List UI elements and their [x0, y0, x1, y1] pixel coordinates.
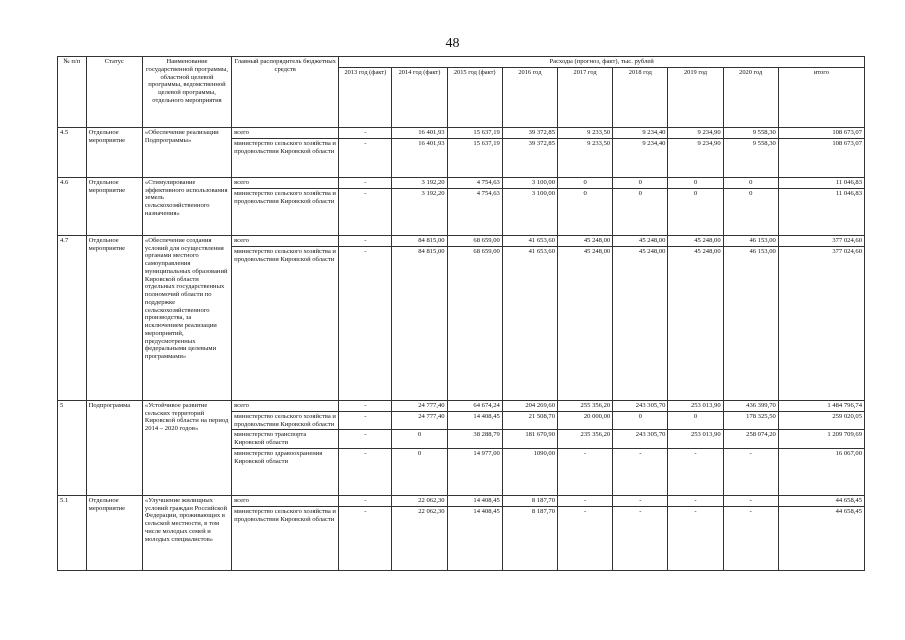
row-program-name: «Улучшение жилищных условий граждан Российской Федерации, проживающих в сельской местности, в том числе молодых семей и молодых специалистов» — [142, 495, 231, 570]
expense-cell: - — [339, 411, 392, 430]
expense-cell: 9 233,50 — [558, 127, 613, 138]
expense-cell: - — [723, 495, 778, 506]
expense-cell: 45 248,00 — [558, 235, 613, 246]
budget-table — [57, 56, 865, 571]
col-num-header: № п/п — [58, 57, 87, 128]
expense-cell: 46 153,00 — [723, 246, 778, 400]
expense-cell: 3 192,20 — [392, 177, 447, 188]
row-number: 4.6 — [58, 177, 87, 235]
expense-cell: 8 187,70 — [502, 495, 557, 506]
expense-cell: 0 — [613, 177, 668, 188]
expense-cell: - — [339, 430, 392, 449]
expense-cell: 0 — [668, 177, 723, 188]
expense-cell: 9 234,90 — [668, 127, 723, 138]
row-status: Отдельное мероприятие — [86, 127, 142, 177]
expense-cell: 46 153,00 — [723, 235, 778, 246]
table-row — [58, 495, 865, 506]
year-header: 2020 год — [723, 67, 778, 127]
expense-cell: 1090,00 — [502, 448, 557, 495]
table-row — [58, 235, 865, 246]
expense-cell: 68 659,00 — [447, 246, 502, 400]
expense-cell: 3 100,00 — [502, 177, 557, 188]
expense-cell: 3 100,00 — [502, 188, 557, 235]
expense-cell: 14 408,45 — [447, 506, 502, 570]
expense-cell: - — [339, 506, 392, 570]
expense-cell: 41 653,60 — [502, 235, 557, 246]
expense-cell: 108 673,07 — [778, 127, 864, 138]
row-funding-source: министерство здравоохранения Кировской области — [232, 448, 339, 495]
expense-cell: 204 269,60 — [502, 400, 557, 411]
expense-cell: 8 187,70 — [502, 506, 557, 570]
expense-cell: 11 046,83 — [778, 188, 864, 235]
expense-cell: - — [613, 448, 668, 495]
expense-cell: 0 — [613, 411, 668, 430]
expense-cell: - — [558, 448, 613, 495]
expense-cell: 14 977,00 — [447, 448, 502, 495]
expense-cell: 0 — [558, 188, 613, 235]
expense-cell: 0 — [558, 177, 613, 188]
expense-cell: - — [613, 506, 668, 570]
expense-cell: - — [558, 506, 613, 570]
expense-cell: - — [339, 448, 392, 495]
expense-cell: - — [339, 246, 392, 400]
expense-cell: 0 — [392, 448, 447, 495]
row-funding-source: всего — [232, 400, 339, 411]
row-number: 4.5 — [58, 127, 87, 177]
table-row — [58, 127, 865, 138]
expense-cell: 1 209 709,69 — [778, 430, 864, 449]
expense-cell: 108 673,07 — [778, 138, 864, 177]
expense-cell: 45 248,00 — [558, 246, 613, 400]
row-funding-source: министерство сельского хозяйства и продовольствия Кировской области — [232, 246, 339, 400]
expense-cell: 9 234,40 — [613, 127, 668, 138]
expense-cell: 181 670,90 — [502, 430, 557, 449]
year-header: итого — [778, 67, 864, 127]
expense-cell: 44 658,45 — [778, 495, 864, 506]
expense-cell: - — [668, 495, 723, 506]
expense-cell: 16 067,00 — [778, 448, 864, 495]
table-header — [58, 57, 865, 128]
row-funding-source: всего — [232, 495, 339, 506]
table-row — [58, 177, 865, 188]
expense-cell: 1 484 796,74 — [778, 400, 864, 411]
year-header: 2019 год — [668, 67, 723, 127]
expense-cell: - — [339, 138, 392, 177]
expense-cell: 4 754,63 — [447, 188, 502, 235]
col-distributor-header: Главный распорядитель бюджетных средств — [232, 57, 339, 128]
expense-cell: - — [339, 177, 392, 188]
expense-cell: 9 233,50 — [558, 138, 613, 177]
row-program-name: «Стимулирование эффективного использования земель сельскохозяйственного назначения» — [142, 177, 231, 235]
expense-cell: 24 777,40 — [392, 400, 447, 411]
row-status: Отдельное мероприятие — [86, 177, 142, 235]
expense-cell: 15 637,19 — [447, 138, 502, 177]
row-funding-source: министерство сельского хозяйства и продовольствия Кировской области — [232, 411, 339, 430]
expense-cell: - — [339, 235, 392, 246]
row-status: Отдельное мероприятие — [86, 495, 142, 570]
expense-cell: - — [558, 495, 613, 506]
row-program-name: «Устойчивое развитие сельских территорий Кировской области на период 2014 – 2020 годов» — [142, 400, 231, 495]
expense-cell: 9 234,40 — [613, 138, 668, 177]
expense-cell: 243 305,70 — [613, 430, 668, 449]
expense-cell: 436 399,70 — [723, 400, 778, 411]
row-funding-source: министерство транспорта Кировской области — [232, 430, 339, 449]
expense-cell: 45 248,00 — [613, 235, 668, 246]
row-number: 4.7 — [58, 235, 87, 400]
expense-cell: 0 — [668, 411, 723, 430]
table-body — [58, 127, 865, 570]
expense-cell: 45 248,00 — [668, 235, 723, 246]
row-funding-source: министерство сельского хозяйства и продовольствия Кировской области — [232, 188, 339, 235]
row-status: Отдельное мероприятие — [86, 235, 142, 400]
expense-cell: 64 674,24 — [447, 400, 502, 411]
expense-cell: 377 024,60 — [778, 246, 864, 400]
row-program-name: «Обеспечение создания условий для осуществления органами местного самоуправления муниципальных образований Кировской области отдельных государственных полномочий области по поддержке сельскохозяйственного производства, за исключением реализации мероприятий, предусмотренных федеральными целевыми программами» — [142, 235, 231, 400]
expense-cell: - — [339, 127, 392, 138]
col-expenses-header: Расходы (прогноз, факт), тыс. рублей — [339, 57, 865, 68]
table-row — [58, 400, 865, 411]
expense-cell: 253 013,90 — [668, 400, 723, 411]
expense-cell: 235 356,20 — [558, 430, 613, 449]
expense-cell: 84 815,00 — [392, 246, 447, 400]
expense-cell: 14 408,45 — [447, 495, 502, 506]
year-header: 2014 год (факт) — [392, 67, 447, 127]
expense-cell: 4 754,63 — [447, 177, 502, 188]
expense-cell: - — [339, 400, 392, 411]
expense-cell: 21 508,70 — [502, 411, 557, 430]
expense-cell: 9 558,30 — [723, 127, 778, 138]
expense-cell: 259 020,05 — [778, 411, 864, 430]
row-program-name: «Обеспечение реализации Подпрограммы» — [142, 127, 231, 177]
year-header: 2017 год — [558, 67, 613, 127]
page-number: 48 — [445, 36, 460, 51]
row-funding-source: всего — [232, 177, 339, 188]
expense-cell: - — [668, 448, 723, 495]
year-header: 2018 год — [613, 67, 668, 127]
expense-cell: 22 062,30 — [392, 506, 447, 570]
expense-cell: 0 — [723, 188, 778, 235]
expense-cell: 0 — [613, 188, 668, 235]
expense-cell: - — [723, 506, 778, 570]
expense-cell: 16 401,93 — [392, 138, 447, 177]
expense-cell: 44 658,45 — [778, 506, 864, 570]
expense-cell: 15 637,19 — [447, 127, 502, 138]
expense-cell: 84 815,00 — [392, 235, 447, 246]
expense-cell: - — [668, 506, 723, 570]
expense-cell: 16 401,93 — [392, 127, 447, 138]
row-number: 5.1 — [58, 495, 87, 570]
expense-cell: 9 558,30 — [723, 138, 778, 177]
expense-cell: - — [339, 495, 392, 506]
expense-cell: 0 — [723, 177, 778, 188]
expense-cell: 39 372,85 — [502, 127, 557, 138]
year-header: 2013 год (факт) — [339, 67, 392, 127]
expense-cell: 45 248,00 — [668, 246, 723, 400]
row-funding-source: всего — [232, 235, 339, 246]
year-header: 2015 год (факт) — [447, 67, 502, 127]
expense-cell: 0 — [668, 188, 723, 235]
expense-cell: 24 777,40 — [392, 411, 447, 430]
expense-cell: 178 325,50 — [723, 411, 778, 430]
expense-cell: 22 062,30 — [392, 495, 447, 506]
expense-cell: - — [613, 495, 668, 506]
expense-cell: - — [339, 188, 392, 235]
row-status: Подпрограмма — [86, 400, 142, 495]
row-funding-source: министерство сельского хозяйства и продовольствия Кировской области — [232, 138, 339, 177]
row-number: 5 — [58, 400, 87, 495]
col-status-header: Статус — [86, 57, 142, 128]
row-funding-source: всего — [232, 127, 339, 138]
row-funding-source: министерство сельского хозяйства и продовольствия Кировской области — [232, 506, 339, 570]
expense-cell: 39 372,85 — [502, 138, 557, 177]
expense-cell: 45 248,00 — [613, 246, 668, 400]
expense-cell: 9 234,90 — [668, 138, 723, 177]
expense-cell: 255 356,20 — [558, 400, 613, 411]
expense-cell: 258 074,20 — [723, 430, 778, 449]
expense-cell: 11 046,83 — [778, 177, 864, 188]
expense-cell: 377 024,60 — [778, 235, 864, 246]
expense-cell: 0 — [392, 430, 447, 449]
expense-cell: 38 288,79 — [447, 430, 502, 449]
expense-cell: 20 000,00 — [558, 411, 613, 430]
year-header: 2016 год — [502, 67, 557, 127]
expense-cell: 68 659,00 — [447, 235, 502, 246]
expense-cell: 243 305,70 — [613, 400, 668, 411]
expense-cell: - — [723, 448, 778, 495]
expense-cell: 14 408,45 — [447, 411, 502, 430]
expense-cell: 3 192,20 — [392, 188, 447, 235]
col-name-header: Наименование государственной программы, областной целевой программы, ведомственной целевой программы, отдельного мероприятия — [142, 57, 231, 128]
expense-cell: 41 653,60 — [502, 246, 557, 400]
expense-cell: 253 013,90 — [668, 430, 723, 449]
